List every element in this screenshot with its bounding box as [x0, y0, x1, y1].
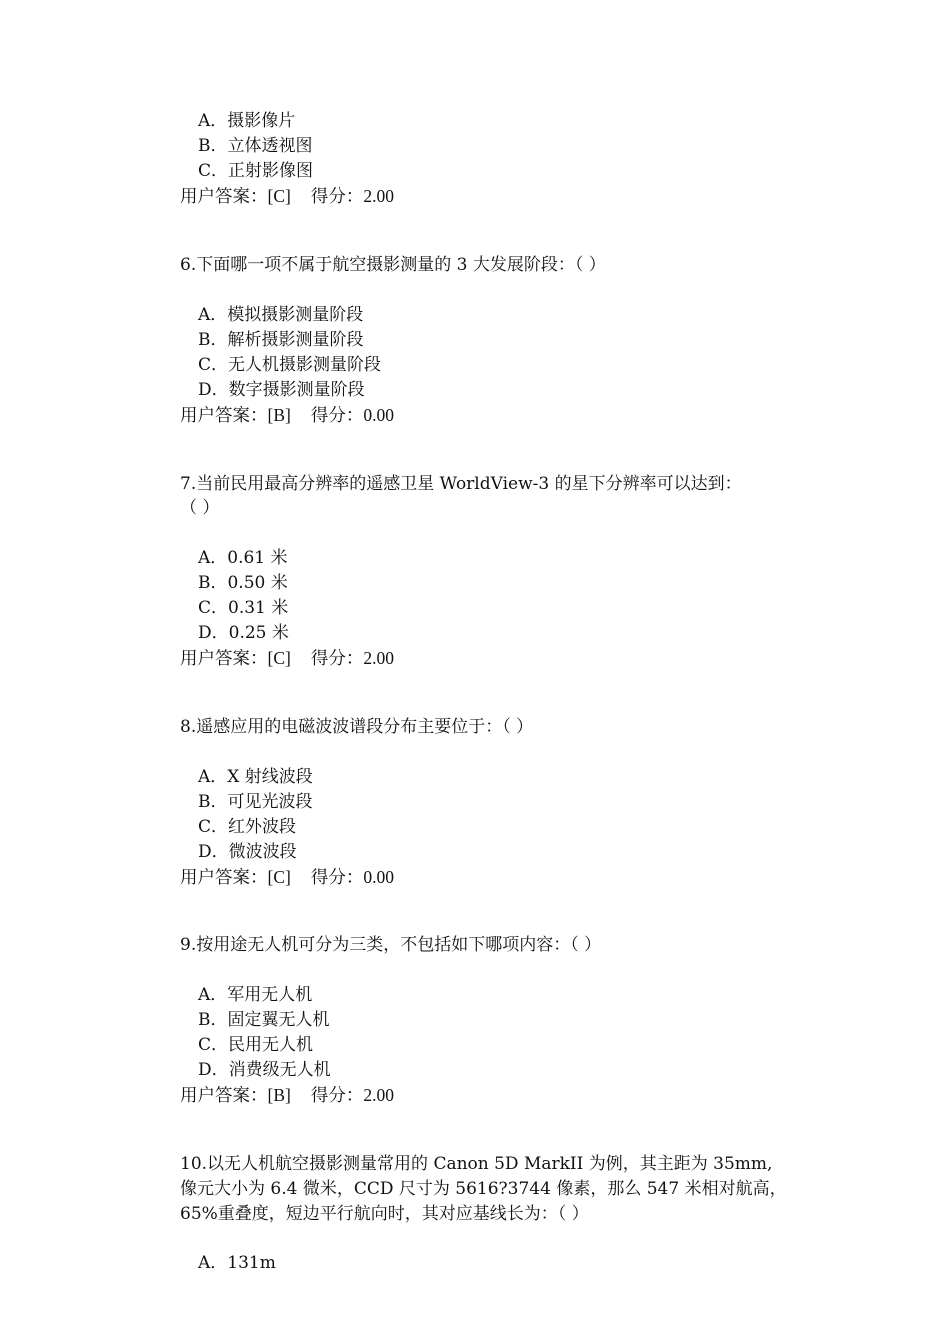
- option-c: C．民用无人机: [198, 1035, 314, 1055]
- user-answer-line: [180, 185, 394, 207]
- option-b: B．固定翼无人机: [198, 1010, 330, 1030]
- option-c: C．0.31 米: [198, 598, 289, 618]
- option-a: A．摄影像片: [198, 111, 296, 131]
- user-answer-line: [180, 647, 394, 669]
- question-title: 9.按用途无人机可分为三类，不包括如下哪项内容：（ ）: [180, 935, 602, 955]
- question-title: 8.遥感应用的电磁波波谱段分布主要位于：（ ）: [180, 717, 534, 737]
- option-b: B．立体透视图: [198, 136, 313, 156]
- user-answer-line: [180, 866, 394, 888]
- option-c: C．红外波段: [198, 817, 297, 837]
- score: 得分：0.00: [310, 867, 394, 887]
- option-c: C．正射影像图: [198, 161, 314, 181]
- option-a: A．模拟摄影测量阶段: [198, 305, 364, 325]
- score: 得分：0.00: [310, 405, 394, 425]
- score: 得分：2.00: [310, 648, 394, 668]
- option-b: B．0.50 米: [198, 573, 288, 593]
- score: 得分：2.00: [310, 1085, 394, 1105]
- user-answer: 用户答案：[C]: [180, 867, 291, 887]
- question-title: 7.当前民用最高分辨率的遥感卫星 WorldView-3 的星下分辨率可以达到：: [180, 474, 742, 494]
- score: 得分：2.00: [310, 186, 394, 206]
- user-answer-line: [180, 1084, 394, 1106]
- option-d: D．微波波段: [198, 842, 297, 862]
- option-b: B．解析摄影测量阶段: [198, 330, 364, 350]
- option-b: B．可见光波段: [198, 792, 313, 812]
- question-title-cont: （ ）: [180, 498, 220, 518]
- option-d: D．数字摄影测量阶段: [198, 380, 365, 400]
- user-answer: 用户答案：[B]: [180, 1085, 291, 1105]
- option-d: D．0.25 米: [198, 623, 289, 643]
- user-answer: 用户答案：[B]: [180, 405, 291, 425]
- user-answer: 用户答案：[C]: [180, 186, 291, 206]
- option-a: A．0.61 米: [198, 548, 288, 568]
- option-c: C．无人机摄影测量阶段: [198, 355, 382, 375]
- question-title-cont: 65%重叠度，短边平行航向时，其对应基线长为：（ ）: [180, 1204, 589, 1224]
- question-title-cont: 像元大小为 6.4 微米，CCD 尺寸为 5616?3744 像素，那么 547 米相对航高，: [180, 1179, 787, 1199]
- option-a: A．131m: [198, 1253, 276, 1273]
- user-answer-line: [180, 404, 394, 426]
- option-a: A．X 射线波段: [198, 767, 313, 787]
- question-title: 6.下面哪一项不属于航空摄影测量的 3 大发展阶段：（ ）: [180, 255, 606, 275]
- option-a: A．军用无人机: [198, 985, 313, 1005]
- question-title: 10.以无人机航空摄影测量常用的 Canon 5D MarkII 为例，其主距为 35mm,: [180, 1154, 773, 1174]
- option-d: D．消费级无人机: [198, 1060, 331, 1080]
- user-answer: 用户答案：[C]: [180, 648, 291, 668]
